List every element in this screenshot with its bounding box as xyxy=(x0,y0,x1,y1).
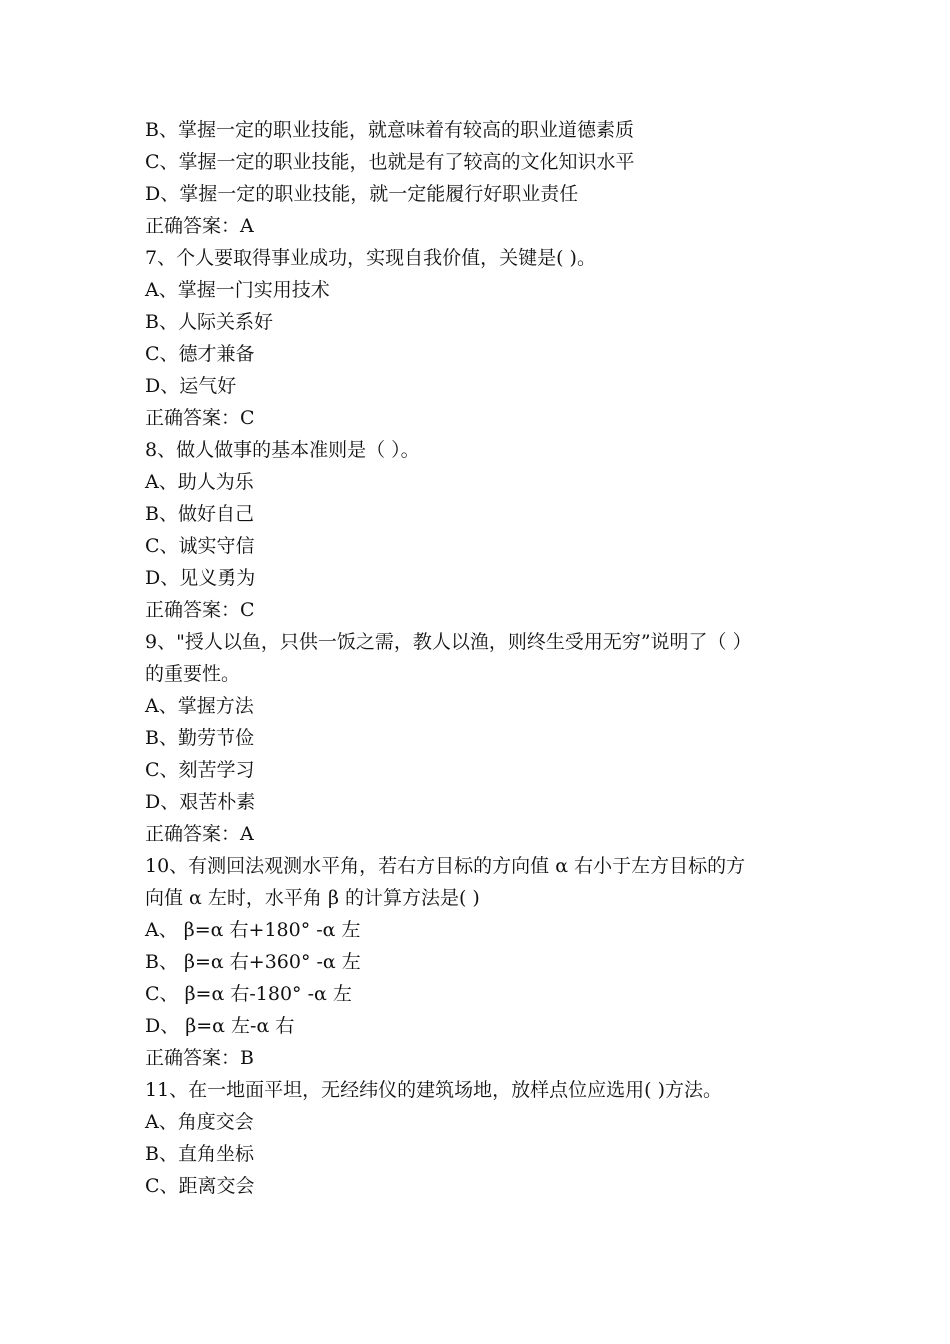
option-b-q6: B、掌握一定的职业技能，就意味着有较高的职业道德素质 xyxy=(145,119,634,141)
question-10: 10、有测回法观测水平角，若右方目标的方向值 α 右小于左方目标的方 xyxy=(145,855,746,877)
document-body xyxy=(145,114,815,1202)
question-10-continued: 向值 α 左时，水平角 β 的计算方法是( ) xyxy=(145,887,480,909)
option-d-q9: D、艰苦朴素 xyxy=(145,791,256,813)
question-9: 9、"授人以鱼，只供一饭之需，教人以渔，则终生受用无穷”说明了（ ） xyxy=(145,631,752,653)
option-b-q10: B、 β=α 右+360° -α 左 xyxy=(145,951,361,973)
answer-q6: 正确答案：A xyxy=(145,215,254,237)
option-a-q9: A、掌握方法 xyxy=(145,695,254,717)
option-d-q6: D、掌握一定的职业技能，就一定能履行好职业责任 xyxy=(145,183,579,205)
option-c-q10: C、 β=α 右-180° -α 左 xyxy=(145,983,352,1005)
answer-q8: 正确答案：C xyxy=(145,599,255,621)
option-b-q11: B、直角坐标 xyxy=(145,1143,254,1165)
option-a-q10: A、 β=α 右+180° -α 左 xyxy=(145,919,361,941)
option-d-q8: D、见义勇为 xyxy=(145,567,256,589)
question-8: 8、做人做事的基本准则是（ ）。 xyxy=(145,439,420,461)
option-b-q8: B、做好自己 xyxy=(145,503,254,525)
option-c-q9: C、刻苦学习 xyxy=(145,759,255,781)
question-7: 7、个人要取得事业成功，实现自我价值，关键是( )。 xyxy=(145,247,596,269)
option-c-q8: C、诚实守信 xyxy=(145,535,255,557)
question-11: 11、在一地面平坦，无经纬仪的建筑场地，放样点位应选用( )方法。 xyxy=(145,1079,723,1101)
option-c-q7: C、德才兼备 xyxy=(145,343,255,365)
question-9-continued: 的重要性。 xyxy=(145,663,241,685)
option-d-q7: D、运气好 xyxy=(145,375,237,397)
answer-q9: 正确答案：A xyxy=(145,823,254,845)
option-c-q6: C、掌握一定的职业技能，也就是有了较高的文化知识水平 xyxy=(145,151,635,173)
answer-q7: 正确答案：C xyxy=(145,407,255,429)
option-c-q11: C、距离交会 xyxy=(145,1175,255,1197)
answer-q10: 正确答案：B xyxy=(145,1047,254,1069)
option-a-q11: A、角度交会 xyxy=(145,1111,254,1133)
option-d-q10: D、 β=α 左-α 右 xyxy=(145,1015,295,1037)
option-b-q7: B、人际关系好 xyxy=(145,311,273,333)
option-a-q7: A、掌握一门实用技术 xyxy=(145,279,330,301)
option-b-q9: B、勤劳节俭 xyxy=(145,727,254,749)
option-a-q8: A、助人为乐 xyxy=(145,471,254,493)
